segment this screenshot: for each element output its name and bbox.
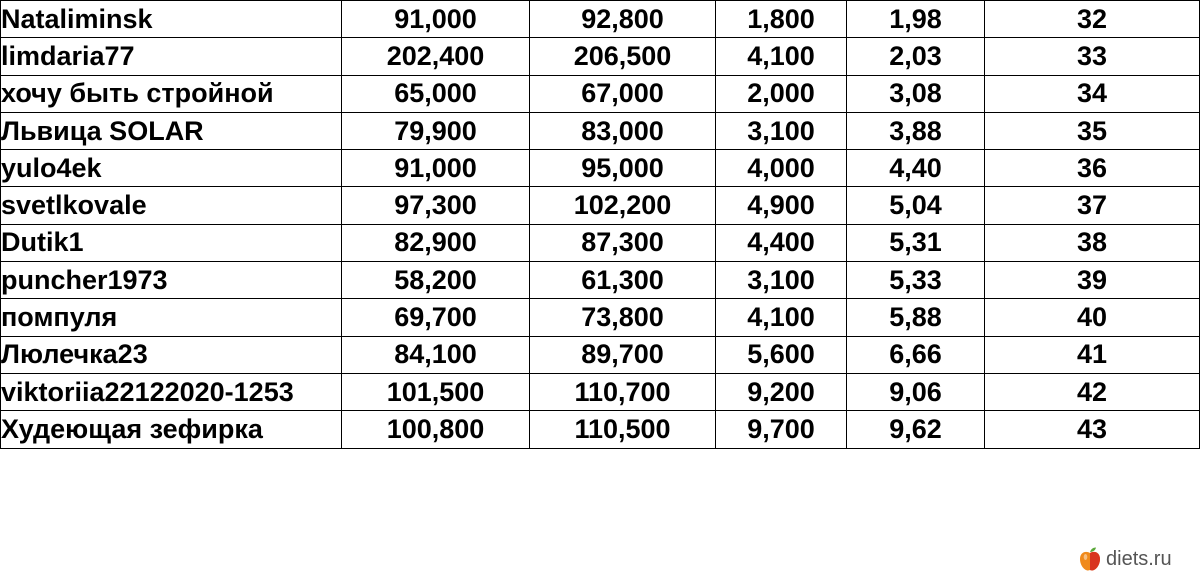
- cell-percent: 9,06: [847, 373, 985, 410]
- table-row: [1, 336, 1200, 373]
- watermark-text: diets.ru: [1106, 547, 1172, 570]
- cell-current-weight: 89,700: [530, 336, 716, 373]
- cell-name: Львица SOLAR: [1, 112, 342, 149]
- cell-place: 42: [985, 373, 1200, 410]
- cell-percent: 9,62: [847, 411, 985, 448]
- cell-percent: 5,04: [847, 187, 985, 224]
- cell-place: 40: [985, 299, 1200, 336]
- cell-name: limdaria77: [1, 38, 342, 75]
- cell-name: помпуля: [1, 299, 342, 336]
- cell-current-weight: 61,300: [530, 262, 716, 299]
- cell-percent: 5,88: [847, 299, 985, 336]
- table-row: [1, 373, 1200, 410]
- cell-weight-diff: 3,100: [716, 262, 847, 299]
- cell-place: 33: [985, 38, 1200, 75]
- cell-name: yulo4ek: [1, 150, 342, 187]
- cell-weight-diff: 4,000: [716, 150, 847, 187]
- cell-start-weight: 91,000: [342, 1, 530, 38]
- cell-current-weight: 87,300: [530, 224, 716, 261]
- cell-place: 32: [985, 1, 1200, 38]
- cell-percent: 4,40: [847, 150, 985, 187]
- cell-place: 38: [985, 224, 1200, 261]
- apple-icon: [1078, 546, 1102, 572]
- cell-weight-diff: 9,200: [716, 373, 847, 410]
- table-row: [1, 75, 1200, 112]
- cell-place: 36: [985, 150, 1200, 187]
- cell-weight-diff: 4,100: [716, 38, 847, 75]
- table-row: [1, 187, 1200, 224]
- cell-current-weight: 92,800: [530, 1, 716, 38]
- cell-start-weight: 202,400: [342, 38, 530, 75]
- cell-place: 41: [985, 336, 1200, 373]
- cell-weight-diff: 3,100: [716, 112, 847, 149]
- cell-percent: 1,98: [847, 1, 985, 38]
- table-row: [1, 38, 1200, 75]
- cell-current-weight: 67,000: [530, 75, 716, 112]
- cell-start-weight: 65,000: [342, 75, 530, 112]
- cell-place: 39: [985, 262, 1200, 299]
- table-row: [1, 411, 1200, 448]
- cell-weight-diff: 1,800: [716, 1, 847, 38]
- cell-name: Dutik1: [1, 224, 342, 261]
- cell-current-weight: 83,000: [530, 112, 716, 149]
- cell-percent: 3,88: [847, 112, 985, 149]
- cell-weight-diff: 5,600: [716, 336, 847, 373]
- cell-name: Nataliminsk: [1, 1, 342, 38]
- cell-current-weight: 110,700: [530, 373, 716, 410]
- cell-weight-diff: 2,000: [716, 75, 847, 112]
- cell-weight-diff: 9,700: [716, 411, 847, 448]
- cell-start-weight: 97,300: [342, 187, 530, 224]
- cell-weight-diff: 4,100: [716, 299, 847, 336]
- cell-current-weight: 102,200: [530, 187, 716, 224]
- cell-name: Люлечка23: [1, 336, 342, 373]
- cell-start-weight: 91,000: [342, 150, 530, 187]
- cell-percent: 5,33: [847, 262, 985, 299]
- cell-percent: 6,66: [847, 336, 985, 373]
- table-row: [1, 112, 1200, 149]
- cell-start-weight: 58,200: [342, 262, 530, 299]
- table-row: [1, 299, 1200, 336]
- cell-place: 35: [985, 112, 1200, 149]
- table-row: [1, 262, 1200, 299]
- cell-name: Худеющая зефирка: [1, 411, 342, 448]
- cell-weight-diff: 4,900: [716, 187, 847, 224]
- table-row: [1, 1, 1200, 38]
- cell-name: svetlkovale: [1, 187, 342, 224]
- cell-name: хочу быть стройной: [1, 75, 342, 112]
- table-row: [1, 224, 1200, 261]
- cell-name: puncher1973: [1, 262, 342, 299]
- cell-start-weight: 79,900: [342, 112, 530, 149]
- cell-current-weight: 73,800: [530, 299, 716, 336]
- cell-percent: 5,31: [847, 224, 985, 261]
- cell-name: viktoriia22122020-1253: [1, 373, 342, 410]
- cell-start-weight: 82,900: [342, 224, 530, 261]
- cell-place: 37: [985, 187, 1200, 224]
- table-row: [1, 150, 1200, 187]
- cell-percent: 2,03: [847, 38, 985, 75]
- cell-start-weight: 84,100: [342, 336, 530, 373]
- cell-start-weight: 101,500: [342, 373, 530, 410]
- cell-weight-diff: 4,400: [716, 224, 847, 261]
- results-table-body: [1, 1, 1200, 449]
- cell-current-weight: 110,500: [530, 411, 716, 448]
- cell-start-weight: 69,700: [342, 299, 530, 336]
- cell-current-weight: 206,500: [530, 38, 716, 75]
- cell-current-weight: 95,000: [530, 150, 716, 187]
- cell-place: 34: [985, 75, 1200, 112]
- cell-start-weight: 100,800: [342, 411, 530, 448]
- cell-place: 43: [985, 411, 1200, 448]
- site-watermark: [1078, 545, 1172, 573]
- cell-percent: 3,08: [847, 75, 985, 112]
